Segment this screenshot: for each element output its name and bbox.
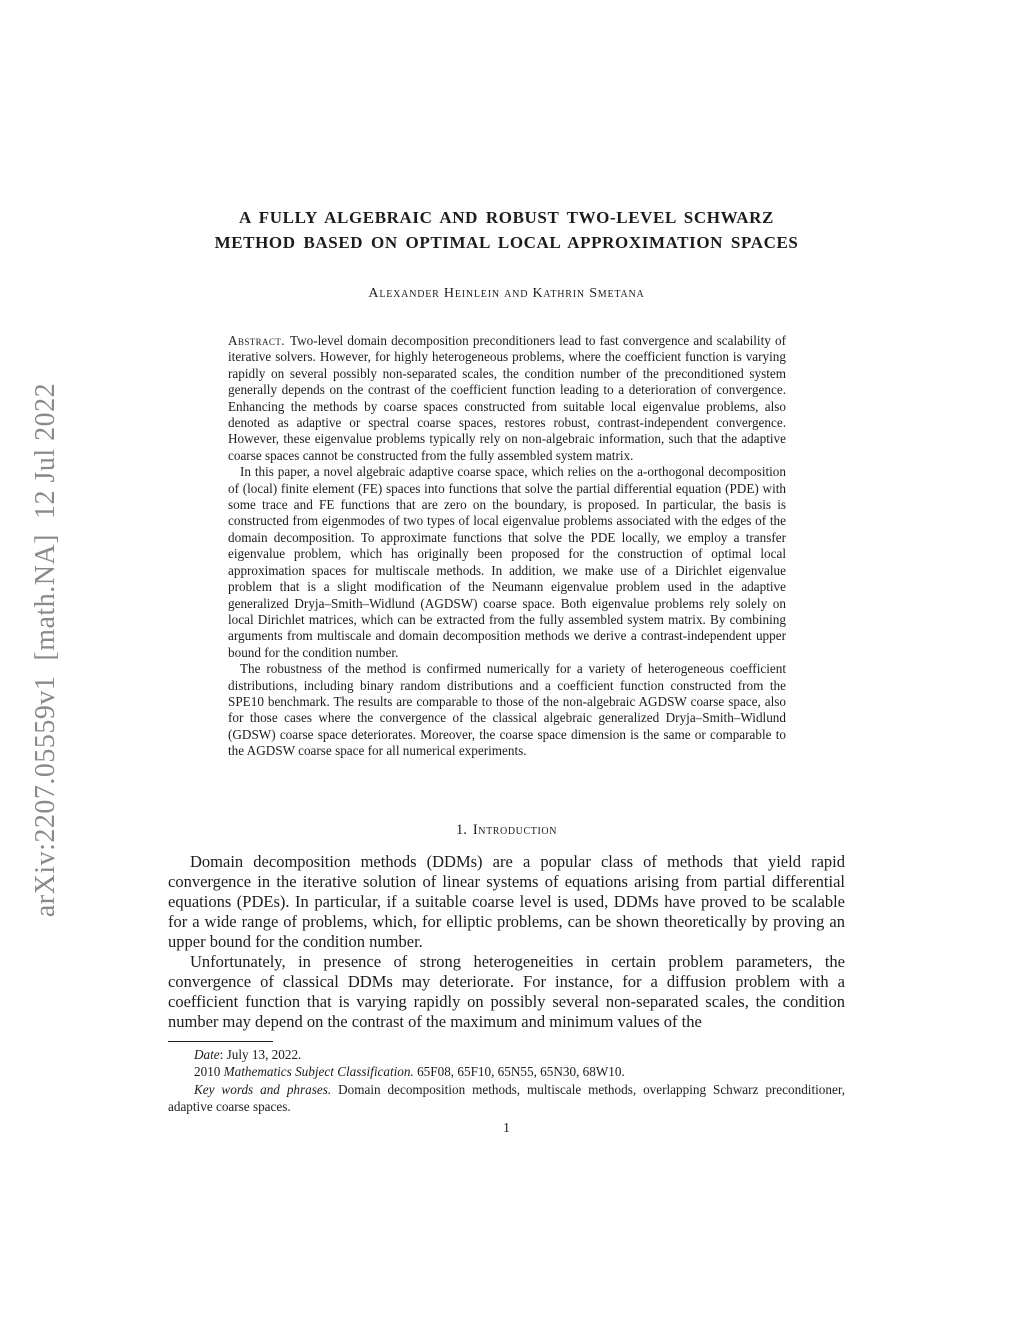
footnote-date-label: Date xyxy=(194,1046,220,1062)
footnote-keywords-label: Key words and phrases. xyxy=(194,1081,332,1097)
section-heading-introduction xyxy=(168,821,845,839)
page-number: 1 xyxy=(503,1119,510,1135)
intro-paragraph-2: Unfortunately, in presence of strong heterogeneities in certain problem parameters, the convergence of classical DDMs may deteriorate. For instance, for a diffusion problem with a coefficient function that is varying rapidly on possibly several non-separated scales, the condition number may depend on the contrast of the maximum and minimum values of the xyxy=(168,951,845,1031)
footnote-msc xyxy=(168,1063,845,1081)
abstract-paragraph-2: In this paper, a novel algebraic adaptive coarse space, which relies on the a-orthogonal decomposition of (local) finite element (FE) spaces into functions that solve the partial differential equation (PDE) with some trace and FE functions that are zero on the boundary, is proposed. In particular, the basis is constructed from eigenmodes of two types of local eigenvalue problems associated with the edges of the domain decomposition. To approximate functions that solve the PDE locally, we employ a transfer eigenvalue problem, which has originally been proposed for the construction of optimal local approximation spaces for multiscale methods. In addition, we make use of a Dirichlet eigenvalue problem that is a slight modification of the Neumann eigenvalue problem used in the adaptive generalized Dryja–Smith–Widlund (AGDSW) coarse space. Both eigenvalue problems rely solely on local Dirichlet matrices, which can be extracted from the fully assembled system matrix. By combining arguments from multiscale and domain decomposition methods we derive a contrast-independent upper bound for the condition number. xyxy=(228,464,786,660)
abstract-label: Abstract. xyxy=(228,333,285,348)
footnote-rule xyxy=(168,1041,273,1042)
footnote-keywords-text: Domain decomposition methods, multiscale methods, overlapping Schwarz preconditioner, adaptive coarse spaces. xyxy=(168,1081,845,1115)
abstract-section xyxy=(228,333,786,760)
section-number: 1. xyxy=(455,821,467,838)
footnotes xyxy=(168,1046,845,1116)
paper-title-line-1: A FULLY ALGEBRAIC AND ROBUST TWO-LEVEL SCHWARZ xyxy=(239,208,774,227)
paper-title-line-2: METHOD BASED ON OPTIMAL LOCAL APPROXIMATION SPACES xyxy=(214,233,799,252)
footnote-msc-pre: 2010 xyxy=(194,1064,224,1080)
footnote-keywords xyxy=(168,1081,845,1116)
footnote-date-text: : July 13, 2022. xyxy=(219,1046,302,1062)
footnote-msc-label: Mathematics Subject Classification. xyxy=(223,1064,414,1080)
paper-authors: Alexander Heinlein and Kathrin Smetana xyxy=(368,286,645,301)
footnote-date xyxy=(168,1046,845,1064)
abstract-text-1: Two-level domain decomposition preconditioners lead to fast convergence and scalability of iterative solvers. However, for highly heterogeneous problems, where the coefficient function is varying rapidly on several possibly non-separated scales, the condition number of the preconditioned system generally depends on the contrast of the coefficient function leading to a deterioration of convergence. Enhancing the methods by coarse spaces constructed from suitable local eigenvalue problems, also denoted as adaptive or spectral coarse spaces, restores robust, contrast-independent convergence. However, these eigenvalue problems typically rely on non-algebraic information, such that the adaptive coarse spaces cannot be constructed from the fully assembled system matrix. xyxy=(228,333,786,463)
arxiv-stamp: arXiv:2207.05559v1 [math.NA] 12 Jul 2022 xyxy=(30,382,61,918)
abstract-paragraph-1 xyxy=(228,333,786,464)
intro-paragraph-1: Domain decomposition methods (DDMs) are a popular class of methods that yield rapid convergence in the iterative solution of linear systems of equations arising from partial differential equations (PDEs). In particular, if a suitable coarse level is used, DDMs have proved to be scalable for a wide range of problems, which, for elliptic problems, can be shown theoretically by proving an upper bound for the condition number. xyxy=(168,851,845,951)
paper-title xyxy=(187,205,827,255)
abstract-paragraph-3: The robustness of the method is confirmed numerically for a variety of heterogeneous coefficient distributions, including binary random distributions and a coefficient function constructed from the SPE10 benchmark. The results are comparable to those of the non-algebraic AGDSW coarse space, also for those cases where the convergence of the classical algebraic generalized Dryja–Smith–Widlund (GDSW) coarse space deteriorates. Moreover, the coarse space dimension is the same or comparable to the AGDSW coarse space for all numerical experiments. xyxy=(228,661,786,759)
footnote-msc-text: 65F08, 65F10, 65N55, 65N30, 68W10. xyxy=(413,1064,625,1080)
section-title: Introduction xyxy=(472,821,558,838)
paper-content xyxy=(168,0,845,1136)
